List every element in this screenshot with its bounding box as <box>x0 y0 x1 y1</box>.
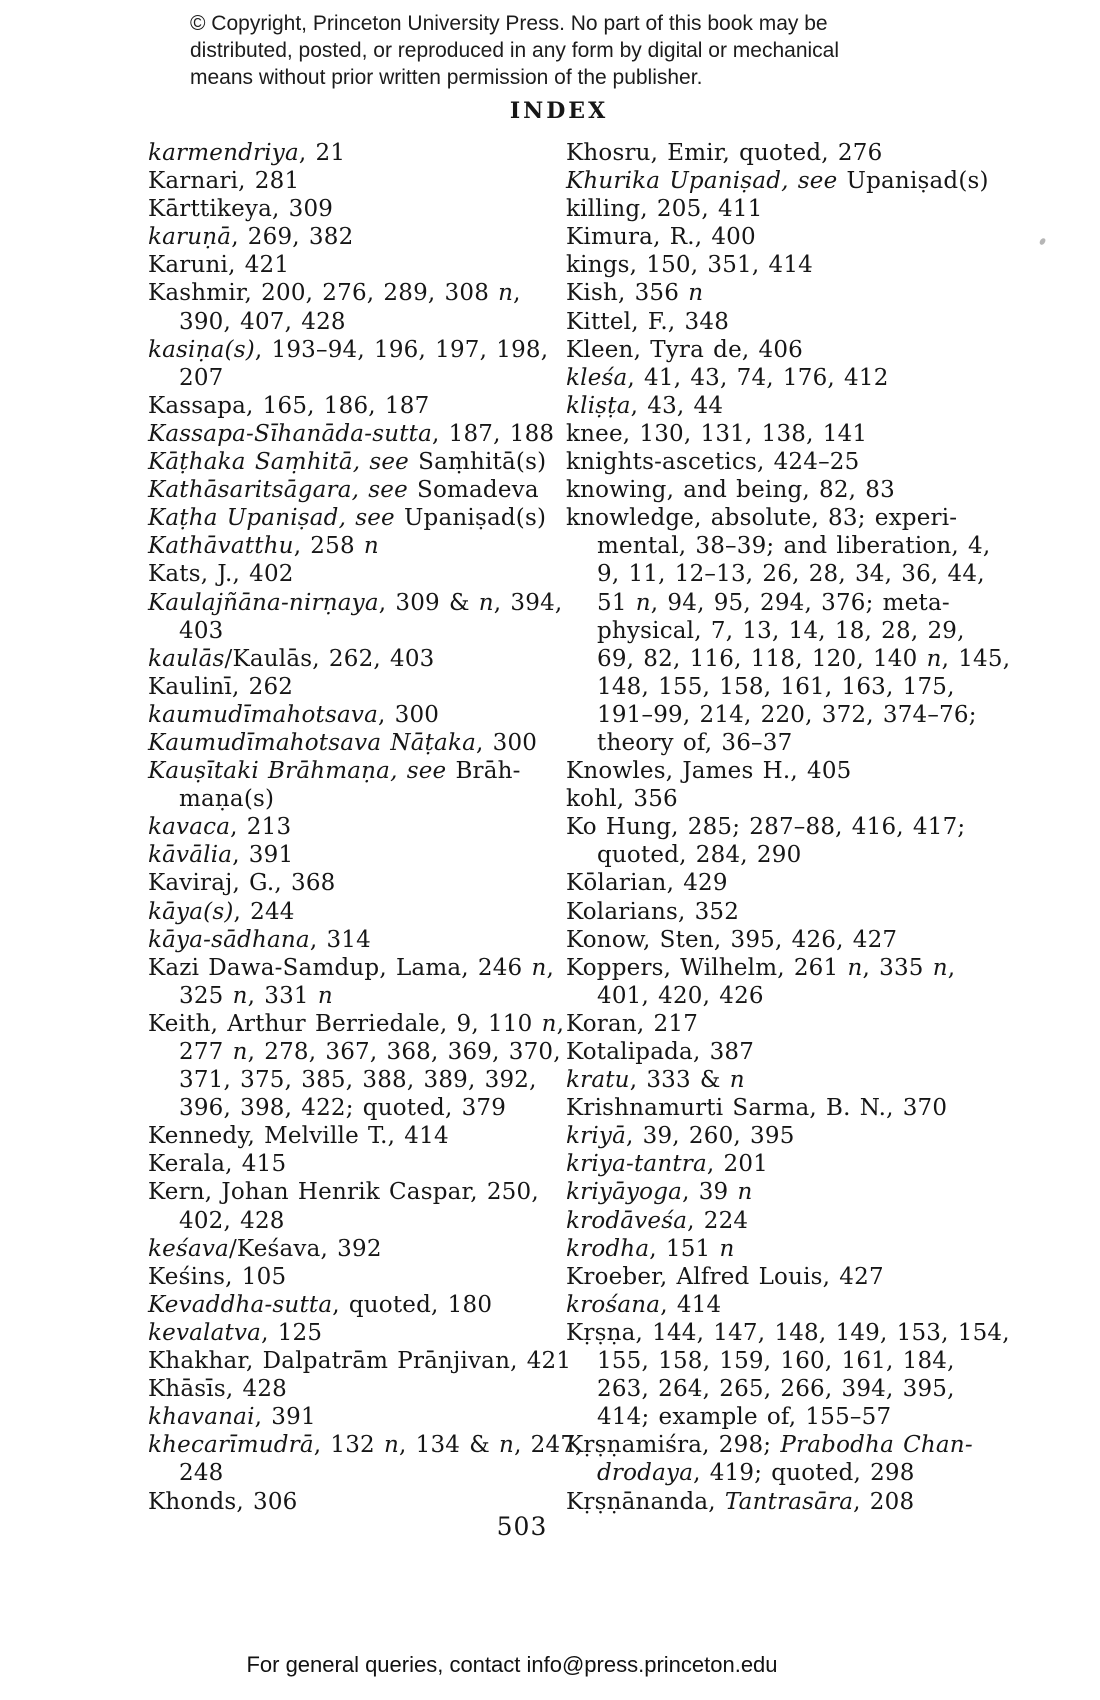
index-term-italic: kāya(s) <box>148 898 234 925</box>
index-term-italic: krodāveśa <box>566 1207 688 1234</box>
index-text: Upaniṣad(s) <box>394 505 547 532</box>
scan-speck <box>1039 237 1046 245</box>
index-text: , <box>513 280 521 307</box>
index-line <box>566 448 1016 476</box>
index-line <box>148 982 556 1010</box>
index-term-italic: kleśa <box>566 364 628 391</box>
index-line <box>148 392 556 420</box>
index-line <box>566 813 1016 841</box>
index-text: mental, 38–39; and liberation, 4, <box>597 533 991 560</box>
index-line <box>148 251 556 279</box>
index-line <box>148 1150 556 1178</box>
index-line <box>566 279 1016 307</box>
index-text: /Keśava, 392 <box>228 1235 382 1262</box>
index-column-left <box>148 139 583 1516</box>
index-line <box>148 701 556 729</box>
index-line <box>148 1263 556 1291</box>
index-line <box>148 673 556 701</box>
index-text: , <box>556 1010 565 1037</box>
index-text: physical, 7, 13, 14, 18, 28, 29, <box>597 617 965 644</box>
index-text: 51 <box>597 589 636 616</box>
index-line <box>566 420 1016 448</box>
index-text: Kimura, R., 400 <box>566 224 756 251</box>
index-text: 403 <box>179 617 224 644</box>
page-number: 503 <box>496 1512 548 1541</box>
index-term-italic: n <box>541 1010 557 1037</box>
index-line <box>566 308 1016 336</box>
index-term-italic: kriyāyoga <box>566 1179 683 1206</box>
index-text: , 335 <box>862 954 933 981</box>
index-term-italic: n <box>719 1235 735 1262</box>
index-text: , 394, <box>493 589 563 616</box>
index-term-italic: kaumudīmahotsava <box>148 701 379 728</box>
index-term-italic: n <box>847 954 863 981</box>
index-line <box>148 841 556 869</box>
index-term-italic: kratu <box>566 1067 630 1094</box>
index-line <box>148 813 556 841</box>
index-text: , 21 <box>298 140 346 166</box>
index-line <box>148 364 556 392</box>
index-text: , 132 <box>313 1432 384 1459</box>
index-term-italic: khavanai <box>148 1404 255 1431</box>
index-line <box>148 1094 556 1122</box>
index-line <box>566 195 1016 223</box>
index-text: , 258 <box>293 533 364 560</box>
index-text: Kazi Dawa-Samdup, Lama, 246 <box>148 954 532 981</box>
index-line <box>566 223 1016 251</box>
index-line <box>566 251 1016 279</box>
index-term-italic: n <box>932 954 948 981</box>
index-line <box>566 1235 1016 1263</box>
index-text: , 94, 95, 294, 376; meta- <box>650 589 950 616</box>
index-text: Kleen, Tyra de, 406 <box>566 336 804 363</box>
index-text: knights-ascetics, 424–25 <box>566 449 860 476</box>
index-line <box>148 167 556 195</box>
index-text: Somadeva <box>407 477 539 504</box>
index-text: Kassapa, 165, 186, 187 <box>148 392 430 419</box>
index-line <box>148 1038 561 1066</box>
index-text: knee, 130, 131, 138, 141 <box>566 420 868 447</box>
index-line <box>148 1319 556 1347</box>
index-term-italic: n <box>635 589 651 616</box>
index-line <box>148 139 556 167</box>
index-text: Khonds, 306 <box>148 1488 298 1515</box>
index-text: 390, 407, 428 <box>179 308 346 335</box>
index-line <box>566 1038 1016 1066</box>
index-line <box>566 1150 1016 1178</box>
index-line <box>566 982 1016 1010</box>
index-line <box>566 364 1016 392</box>
index-line <box>148 1207 556 1235</box>
index-line <box>566 1291 1016 1319</box>
index-line <box>566 645 1016 673</box>
index-line <box>148 1235 556 1263</box>
index-text: 248 <box>179 1460 224 1487</box>
index-line <box>566 476 1016 504</box>
index-term-italic: kāya-sādhana <box>148 926 310 953</box>
index-text: Kennedy, Melville T., 414 <box>148 1123 449 1150</box>
index-line <box>566 701 1016 729</box>
index-line <box>566 954 1016 982</box>
index-text: 9, 11, 12–13, 26, 28, 34, 36, 44, <box>597 561 985 588</box>
index-line <box>148 729 556 757</box>
index-line <box>148 195 556 223</box>
index-text: Karuni, 421 <box>148 252 290 279</box>
index-text: Ko Hung, 285; 287–88, 416, 417; <box>566 814 966 841</box>
index-line <box>148 1347 572 1375</box>
index-text: 277 <box>179 1039 233 1065</box>
index-text: Khāsīs, 428 <box>148 1376 287 1403</box>
index-text: 191–99, 214, 220, 372, 374–76; <box>597 701 977 728</box>
index-text: , 419; quoted, 298 <box>693 1460 915 1487</box>
index-line <box>148 1010 565 1038</box>
index-text: Kōlarian, 429 <box>566 870 728 897</box>
index-term-italic: kevalatva <box>148 1319 262 1346</box>
copyright-line: distributed, posted, or reproduced in any form by digital or mechanical <box>190 39 840 62</box>
index-line <box>566 1403 1016 1431</box>
index-text: Kats, J., 402 <box>148 561 294 588</box>
index-text: knowledge, absolute, 83; experi- <box>566 505 958 532</box>
index-text: 69, 82, 116, 118, 120, 140 <box>597 645 927 672</box>
index-line <box>566 841 1016 869</box>
index-text: , 43, 44 <box>630 392 724 419</box>
index-term-italic: krośana <box>566 1291 661 1318</box>
index-line <box>148 785 556 813</box>
index-line <box>566 1347 1016 1375</box>
index-line <box>148 954 556 982</box>
index-line <box>148 476 556 504</box>
index-text: , 39, 260, 395 <box>626 1123 795 1150</box>
index-text: Upaniṣad(s) <box>837 168 989 195</box>
copyright-line: means without prior written permission of the publisher. <box>190 66 703 89</box>
index-text: Kṛṣṇamiśra, 298; <box>566 1432 781 1459</box>
index-text: Kroeber, Alfred Louis, 427 <box>566 1263 884 1290</box>
index-term-italic: Kathāvatthu <box>148 533 294 560</box>
index-term-italic: n <box>531 954 547 981</box>
index-text: , 300 <box>476 729 538 756</box>
index-term-italic: khecarīmudrā <box>148 1432 314 1459</box>
index-term-italic: kasiṇa(s) <box>148 336 255 363</box>
index-line <box>566 1122 1016 1150</box>
index-line <box>148 532 556 560</box>
index-text: Koppers, Wilhelm, 261 <box>566 954 848 981</box>
index-line <box>566 1178 1016 1206</box>
index-text: Knowles, James H., 405 <box>566 758 852 785</box>
index-text: Krishnamurti Sarma, B. N., 370 <box>566 1095 948 1122</box>
index-term-italic: n <box>499 1432 515 1459</box>
index-term-italic: n <box>729 1067 745 1094</box>
index-text: maṇa(s) <box>179 786 275 813</box>
index-text: /Kaulās, 262, 403 <box>224 645 435 672</box>
index-text: Keśins, 105 <box>148 1263 287 1290</box>
index-line <box>566 1375 1016 1403</box>
index-text: kohl, 356 <box>566 786 678 813</box>
index-text: , 278, 367, 368, 369, 370, <box>247 1039 561 1065</box>
index-text: quoted, 284, 290 <box>597 842 802 869</box>
index-term-italic: karmendriya <box>148 140 299 166</box>
index-line <box>566 336 1016 364</box>
index-term-italic: n <box>232 1039 248 1065</box>
index-line <box>148 223 556 251</box>
index-text: , 187, 188 <box>432 420 555 447</box>
index-line <box>148 1375 556 1403</box>
index-text: Karnari, 281 <box>148 168 300 195</box>
index-line <box>148 504 556 532</box>
index-term-italic: Tantrasāra <box>724 1488 854 1515</box>
index-term-italic: n <box>926 645 942 672</box>
index-text: , 247, <box>514 1432 583 1459</box>
index-term-italic: n <box>317 982 333 1009</box>
index-line <box>566 1207 1016 1235</box>
index-text: Kern, Johan Henrik Caspar, 250, <box>148 1179 539 1206</box>
index-line <box>148 1122 556 1150</box>
index-text: , 39 <box>682 1179 738 1206</box>
index-line <box>566 167 1016 195</box>
index-line <box>148 1066 556 1094</box>
index-text: 207 <box>179 364 224 391</box>
index-term-italic: Kassapa-Sīhanāda-sutta <box>148 420 433 447</box>
index-term-italic: Kaulajñāna-nirṇaya <box>148 589 379 616</box>
index-text: 371, 375, 385, 388, 389, 392, <box>179 1067 537 1094</box>
index-term-italic: Kathāsaritsāgara, see <box>148 477 408 504</box>
index-term-italic: kriyā <box>566 1123 626 1150</box>
index-text: theory of, 36–37 <box>597 729 793 756</box>
index-text: Khakhar, Dalpatrām Prānjivan, 421 <box>148 1348 572 1375</box>
index-text: 401, 420, 426 <box>597 982 764 1009</box>
index-text: , 414 <box>660 1291 722 1318</box>
index-text: , 213 <box>230 814 292 841</box>
page-title: INDEX <box>509 98 609 124</box>
index-text: 263, 264, 265, 266, 394, 395, <box>597 1376 955 1403</box>
index-text: Kārttikeya, 309 <box>148 196 334 223</box>
copyright-line: © Copyright, Princeton University Press. No part of this book may be <box>190 12 828 35</box>
index-line <box>566 1459 1016 1487</box>
index-line <box>148 308 556 336</box>
index-text: Kish, 356 <box>566 280 689 307</box>
index-text: kings, 150, 351, 414 <box>566 252 813 279</box>
index-term-italic: drodaya <box>597 1460 694 1487</box>
index-term-italic: n <box>688 280 704 307</box>
index-text: Keith, Arthur Berriedale, 9, 110 <box>148 1010 542 1037</box>
index-line <box>566 898 1016 926</box>
index-line <box>566 869 1016 897</box>
index-text: Kerala, 415 <box>148 1151 287 1178</box>
index-text: Kotalipada, 387 <box>566 1039 755 1065</box>
index-text: Koran, 217 <box>566 1010 699 1037</box>
index-text: , 145, <box>941 645 1011 672</box>
index-line <box>566 139 1016 167</box>
index-text: Kṛṣṇānanda, <box>566 1488 725 1515</box>
index-text: Kashmir, 200, 276, 289, 308 <box>148 280 499 307</box>
index-text: Kolarians, 352 <box>566 898 740 925</box>
index-text: 148, 155, 158, 161, 163, 175, <box>597 673 955 700</box>
index-line <box>148 869 556 897</box>
index-text: , 391 <box>232 842 294 869</box>
index-text: , 314 <box>309 926 371 953</box>
index-term-italic: n <box>363 533 379 560</box>
index-line <box>148 1291 556 1319</box>
index-text: Saṃhitā(s) <box>409 449 547 476</box>
index-line <box>148 1459 556 1487</box>
index-term-italic: krodha <box>566 1235 650 1262</box>
index-term-italic: keśava <box>148 1235 229 1262</box>
index-term-italic: Kāṭhaka Saṃhitā, see <box>148 449 409 476</box>
index-term-italic: n <box>478 589 494 616</box>
index-line <box>566 617 1016 645</box>
index-line <box>148 1431 583 1459</box>
index-text: Khosru, Emir, quoted, 276 <box>566 140 883 166</box>
index-term-italic: n <box>498 280 514 307</box>
index-line <box>148 589 563 617</box>
index-text: , 193–94, 196, 197, 198, <box>254 336 549 363</box>
index-text: 402, 428 <box>179 1207 285 1234</box>
index-line <box>566 532 1016 560</box>
index-line <box>566 560 1016 588</box>
index-text: , 224 <box>687 1207 749 1234</box>
index-text: , 244 <box>233 898 295 925</box>
index-line <box>148 560 556 588</box>
index-line <box>566 392 1016 420</box>
index-line <box>566 926 1016 954</box>
index-term-italic: n <box>384 1432 400 1459</box>
copyright-notice <box>190 10 870 91</box>
index-text: 325 <box>179 982 233 1009</box>
index-term-italic: Kevaddha-sutta <box>148 1291 333 1318</box>
index-line <box>566 1010 1016 1038</box>
index-text: Kṛṣṇa, 144, 147, 148, 149, 153, 154, <box>566 1319 1010 1346</box>
index-text: 396, 398, 422; quoted, 379 <box>179 1095 507 1122</box>
index-text: , 300 <box>378 701 440 728</box>
index-line <box>148 617 556 645</box>
index-term-italic: Prabodha Chan- <box>780 1432 973 1459</box>
index-text: Kaulinī, 262 <box>148 673 294 700</box>
index-term-italic: Kaṭha Upaniṣad, see <box>148 505 395 532</box>
index-text: knowing, and being, 82, 83 <box>566 477 895 504</box>
index-line <box>148 1403 556 1431</box>
index-text: , 333 & <box>629 1067 730 1094</box>
index-line <box>566 1263 1016 1291</box>
index-text: Kaviraj, G., 368 <box>148 870 336 897</box>
index-line <box>566 785 1016 813</box>
index-text: , 391 <box>254 1404 316 1431</box>
index-line <box>566 1094 1016 1122</box>
index-line <box>566 757 1016 785</box>
index-text: , 125 <box>261 1319 323 1346</box>
index-line <box>148 757 556 785</box>
index-text: Kittel, F., 348 <box>566 308 730 335</box>
index-term-italic: kriya-tantra <box>566 1151 707 1178</box>
index-line <box>148 279 556 307</box>
footer-contact: For general queries, contact info@press.princeton.edu <box>246 1652 778 1677</box>
index-text: Konow, Sten, 395, 426, 427 <box>566 926 898 953</box>
index-line <box>148 898 556 926</box>
index-line <box>566 673 1016 701</box>
index-line <box>566 1319 1016 1347</box>
index-term-italic: Khurika Upaniṣad, see <box>566 168 838 195</box>
index-text: 155, 158, 159, 160, 161, 184, <box>597 1348 955 1375</box>
index-term-italic: n <box>232 982 248 1009</box>
index-line <box>566 1431 1016 1459</box>
index-text: Brāh- <box>446 758 521 785</box>
index-text: , 331 <box>247 982 318 1009</box>
index-term-italic: karuṇā <box>148 224 232 251</box>
index-term-italic: kāvālia <box>148 842 233 869</box>
index-line <box>566 504 1016 532</box>
index-text: , 269, 382 <box>231 224 354 251</box>
index-text: killing, 205, 411 <box>566 196 763 223</box>
index-line <box>566 729 1016 757</box>
index-term-italic: Kauṣītaki Brāhmaṇa, see <box>148 758 447 785</box>
index-line <box>148 645 556 673</box>
index-term-italic: kaulās <box>148 645 225 672</box>
index-term-italic: n <box>737 1179 753 1206</box>
index-text: , quoted, 180 <box>332 1291 493 1318</box>
index-text: , <box>546 954 555 981</box>
index-text: , 151 <box>649 1235 720 1262</box>
index-text: , 134 & <box>399 1432 500 1459</box>
index-text: , 208 <box>853 1488 915 1515</box>
index-line <box>148 926 556 954</box>
index-line <box>148 448 556 476</box>
index-text: , 41, 43, 74, 176, 412 <box>627 364 889 391</box>
index-line <box>566 589 1016 617</box>
index-line <box>566 1066 1016 1094</box>
index-line <box>148 336 556 364</box>
index-text: , <box>947 954 956 981</box>
index-term-italic: kavaca <box>148 814 231 841</box>
index-line <box>148 420 556 448</box>
index-line <box>148 1178 556 1206</box>
index-text: 414; example of, 155–57 <box>597 1404 892 1431</box>
index-term-italic: Kaumudīmahotsava Nāṭaka <box>148 729 477 756</box>
index-term-italic: kliṣṭa <box>566 392 631 419</box>
index-column-right <box>566 139 1016 1516</box>
index-text: , 201 <box>706 1151 769 1178</box>
index-text: , 309 & <box>378 589 479 616</box>
